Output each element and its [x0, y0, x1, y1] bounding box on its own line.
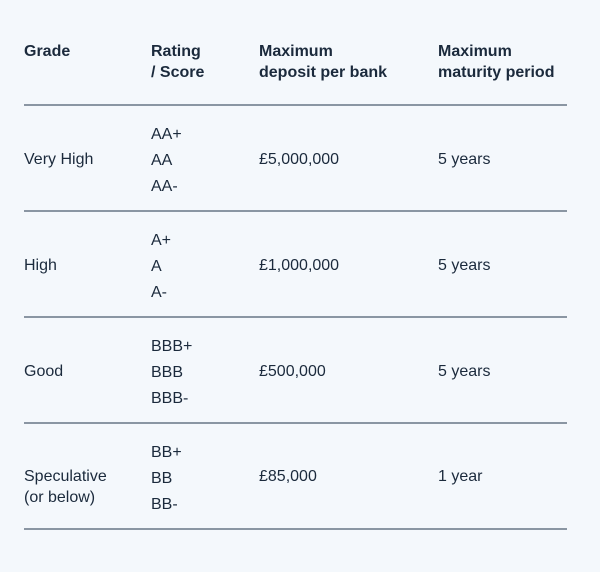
rating-value: A+	[151, 232, 172, 249]
grade-cell: Very High	[24, 151, 94, 168]
table-header	[24, 0, 567, 106]
grade-cell: Speculative (or below)	[24, 468, 107, 506]
rating-cell	[151, 228, 171, 306]
rating-value: BB	[151, 470, 173, 487]
rating-cell	[151, 122, 182, 200]
grade-cell: High	[24, 257, 57, 274]
table-row	[24, 318, 567, 424]
table-row	[24, 106, 567, 212]
rating-value: AA-	[151, 178, 178, 195]
header-deposit: Maximum deposit per bank	[259, 43, 388, 81]
rating-value: BBB-	[151, 390, 189, 407]
period-cell: 5 years	[438, 151, 491, 168]
deposit-cell: £5,000,000	[259, 151, 340, 168]
period-cell: 1 year	[438, 468, 483, 485]
deposit-cell: £85,000	[259, 468, 317, 485]
period-cell: 5 years	[438, 363, 491, 380]
table-row	[24, 212, 567, 318]
ratings-table	[24, 0, 567, 530]
grade-cell: Good	[24, 363, 64, 380]
rating-value: A-	[151, 284, 167, 301]
rating-value: AA	[151, 152, 173, 169]
rating-value: A	[151, 258, 162, 275]
rating-value: BBB	[151, 364, 184, 381]
rating-value: BB+	[151, 444, 182, 461]
rating-cell	[151, 334, 192, 412]
table-row	[24, 424, 567, 530]
period-cell: 5 years	[438, 257, 491, 274]
rating-value: BB-	[151, 496, 178, 513]
deposit-cell: £500,000	[259, 363, 326, 380]
rating-value: AA+	[151, 126, 182, 143]
header-grade: Grade	[24, 43, 71, 60]
rating-cell	[151, 440, 182, 518]
header-rating: Rating / Score	[151, 43, 205, 81]
header-period: Maximum maturity period	[438, 43, 555, 81]
deposit-cell: £1,000,000	[259, 257, 340, 274]
rating-value: BBB+	[151, 338, 193, 355]
